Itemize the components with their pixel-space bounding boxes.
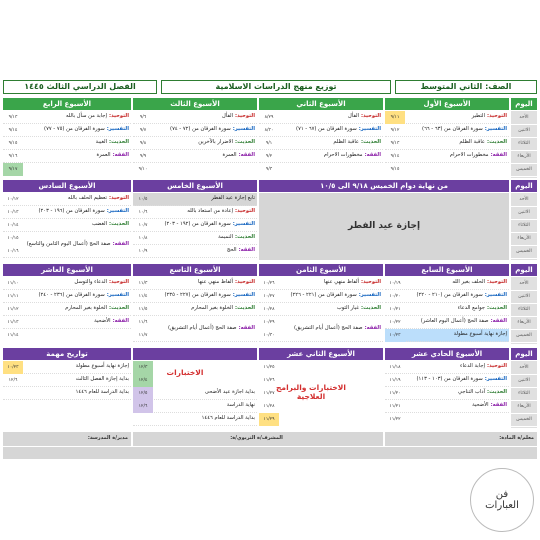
eid-holiday: إجازة عيد الفطر <box>259 193 509 260</box>
week-7-title: الأسبوع السابع <box>385 264 509 276</box>
week-12-body: الاختبارات والبرامج العلاجية ١١/٢٥ ١١/٢٦ ١١/٢٧ ١١/٢٨ ١١/٢٩ <box>259 361 383 428</box>
week-3-title: الأسبوع الثالث <box>133 98 257 110</box>
day-header-3: اليوم <box>511 264 537 276</box>
brand-logo: فن العبارات <box>470 468 534 532</box>
week-8-body: التوحيد: ألفاظ منهي عنها التفسير: سورة الفرقان من (٢٢١ - ٢٢٦) الحديث: غيار الثوب الفقه: صفة الحج (أعمال أيام التشريق) ١٠/٢٦ ١٠/٢٧ ١٠/٢٨ ١٠/٢٩ ١٠/٣٠ <box>259 277 383 344</box>
lesson-plan-sheet <box>3 80 537 460</box>
day-tue: الثلاثاء <box>511 137 537 151</box>
day-wed: الأربعاء <box>511 150 537 164</box>
week-2-body: التوحيد: الفأل التفسير: سورة الفرقان من (٦٧ - ٧١) الحديث: عاقبة الظلم الفقه: مخطورات الاحرام ٨/٢٩ ٨/٣٠ ٩/١ ٩/٢ ٩/٣ <box>259 111 383 178</box>
week-1-title: الأسبوع الأول <box>385 98 509 110</box>
week-12-title: الأسبوع الثاني عشر <box>259 348 383 360</box>
week-3-body: التوحيد: الفأل التفسير: سورة الفرقان من (٧٢ - ٧٤) الحديث: الاضرار بالآخرين الفقه: العمرة ٩/٦ ٩/٧ ٩/٨ ٩/٩ ٩/١٠ <box>133 111 257 178</box>
week-1-body: التوحيد: التطير التفسير: سورة الفرقان من (٦٣ - ٦٦) الحديث: عاقبة الظلم الفقه: مخطورات الاحرام ٩/١١ ٩/١٢ ٩/١٣ ٩/١٤ ٩/١٥ <box>385 111 509 178</box>
day-header: اليوم <box>511 98 537 110</box>
subject-header: توزيع منهج الدراسات الاسلامية <box>161 80 391 94</box>
row-3 <box>3 264 537 346</box>
week-10-body: التوحيد: الدعاء والتوسل التفسير: سورة الفرقان من (٢٣٦ - ٢٤٠) الحديث: الخلوة بغير المحارم الفقه: الأضحية ١١/١٠ ١١/١١ ١١/١٢ ١١/١٣ ١١/١٤ <box>3 277 131 344</box>
term-header: الفصل الدراسي الثالث ١٤٤٥ <box>3 80 157 94</box>
day-header-4: اليوم <box>511 348 537 360</box>
week-4-title: الأسبوع الرابع <box>3 98 131 110</box>
week-9-body: التوحيد: ألفاظ منهي عنها التفسير: سورة الفرقان من (٢٢٧ - ٢٣٥) الحديث: الخلوة بغير المحارم الفقه: صفة الحج (أعمال أيام التشريق) ١١/٣ ١١/٤ ١١/٥ ١١/٦ ١١/٧ <box>133 277 257 344</box>
exams-header <box>133 348 257 360</box>
day-mon: الاثنين <box>511 124 537 138</box>
day-column-2: الأحد الاثنين الثلاثاء الأربعاء الخميس <box>511 193 537 260</box>
day-thu: الخميس <box>511 163 537 177</box>
exams-remedial: الاختبارات والبرامج العلاجية <box>276 383 346 401</box>
day-column-3: الأحد الاثنين الثلاثاء الأربعاء الخميس <box>511 277 537 344</box>
row-4 <box>3 348 537 430</box>
week-5-title: الأسبوع الخامس <box>133 180 257 192</box>
supervisor-signature: المشرف/ة التربوي/ة: <box>133 432 383 446</box>
day-sun: الأحد <box>511 111 537 125</box>
teacher-signature: معلم/ة المادة: <box>385 432 537 446</box>
important-dates-title: تواريخ مهمة <box>3 348 131 360</box>
week-5-body: تابع إجازة عيد الفطر التوحيد: إعادة من استعاذ بالله التفسير: سورة الفرقان من (١٩٢ - ٢٠٣) الحديث: النميمة الفقه: الحج ١٠/٥ ١٠/٦ ١٠/٧ ١٠/٨ ١٠/٩ <box>133 193 257 260</box>
day-header-2: اليوم <box>511 180 537 192</box>
week-6-title: الأسبوع السادس <box>3 180 131 192</box>
important-dates-body: إجازة نهاية أسبوع مطولة بداية إجازة الفصل الثالث بداية الدراسة للعام ١٤٤٦ ١٠/٢٣ ١٢/٦ <box>3 361 131 428</box>
exams-body: الاختبارات بداية اجازة عيد الأضحى نهاية الدراسة بداية الدراسة للعام ١٤٤٦ ١٢/٣ ١٢/٤ ١٢/٥ ١٢/٦ <box>133 361 257 428</box>
week-4-body: التوحيد: إجابة من سأل بالله التفسير: سورة الفرقان من (٧٥ - ٧٧) الحديث: الغيبة الفقه: العمرة ٩/١٣ ٩/١٤ ٩/١٥ ٩/١٦ ٩/١٧ <box>3 111 131 178</box>
week-9-title: الأسبوع التاسع <box>133 264 257 276</box>
day-column-4: الأحد الاثنين الثلاثاء الأربعاء الخميس <box>511 361 537 428</box>
grade-header: الصف: الثاني المتوسط <box>395 80 537 94</box>
day-column <box>511 111 537 178</box>
week-11-body: التوحيد: إجابة الدعاء التفسير: سورة الفرقان من (١٠٣ - ١١٣) الحديث: آداب التناجي الفقه: الأضحية ١١/١٨ ١١/١٩ ١١/٢٠ ١١/٢١ ١١/٢٢ <box>385 361 509 428</box>
row-1 <box>3 98 537 178</box>
week-7-body: التوحيد: الحلف بغير الله التفسير: سورة الفرقان من (٢١٠ - ٢٢٠) الحديث: جوامع الدعاء الفقه: صفة الحج (أعمال اليوم العاشر) إجازة نهاية أسبوع مطولة ١٠/١٩ ١٠/٢٠ ١٠/٢١ ١٠/٢٢ ١٠/٢٣ <box>385 277 509 344</box>
row-2 <box>3 180 537 262</box>
week-2-title: الأسبوع الثاني <box>259 98 383 110</box>
footer-strip <box>3 447 537 459</box>
principal-signature: مدير/ة المدرسة: <box>3 432 131 446</box>
week-6-body: التوحيد: تعظيم الحلف بالله التفسير: سورة الفرقان من (١٩٦ - ٢٠٣) الحديث: الغضب الفقه: صفة الحج (أعمال اليوم الثامن والتاسع) ١٠/١٢ ١٠/١٣ ١٠/١٤ ١٠/١٥ ١٠/١٦ <box>3 193 131 260</box>
eid-banner: من نهاية دوام الخميس ٩/١٨ الى ١٠/٥ <box>259 180 509 192</box>
week-10-title: الأسبوع العاشر <box>3 264 131 276</box>
week-11-title: الأسبوع الحادي عشر <box>385 348 509 360</box>
week-8-title: الأسبوع الثامن <box>259 264 383 276</box>
